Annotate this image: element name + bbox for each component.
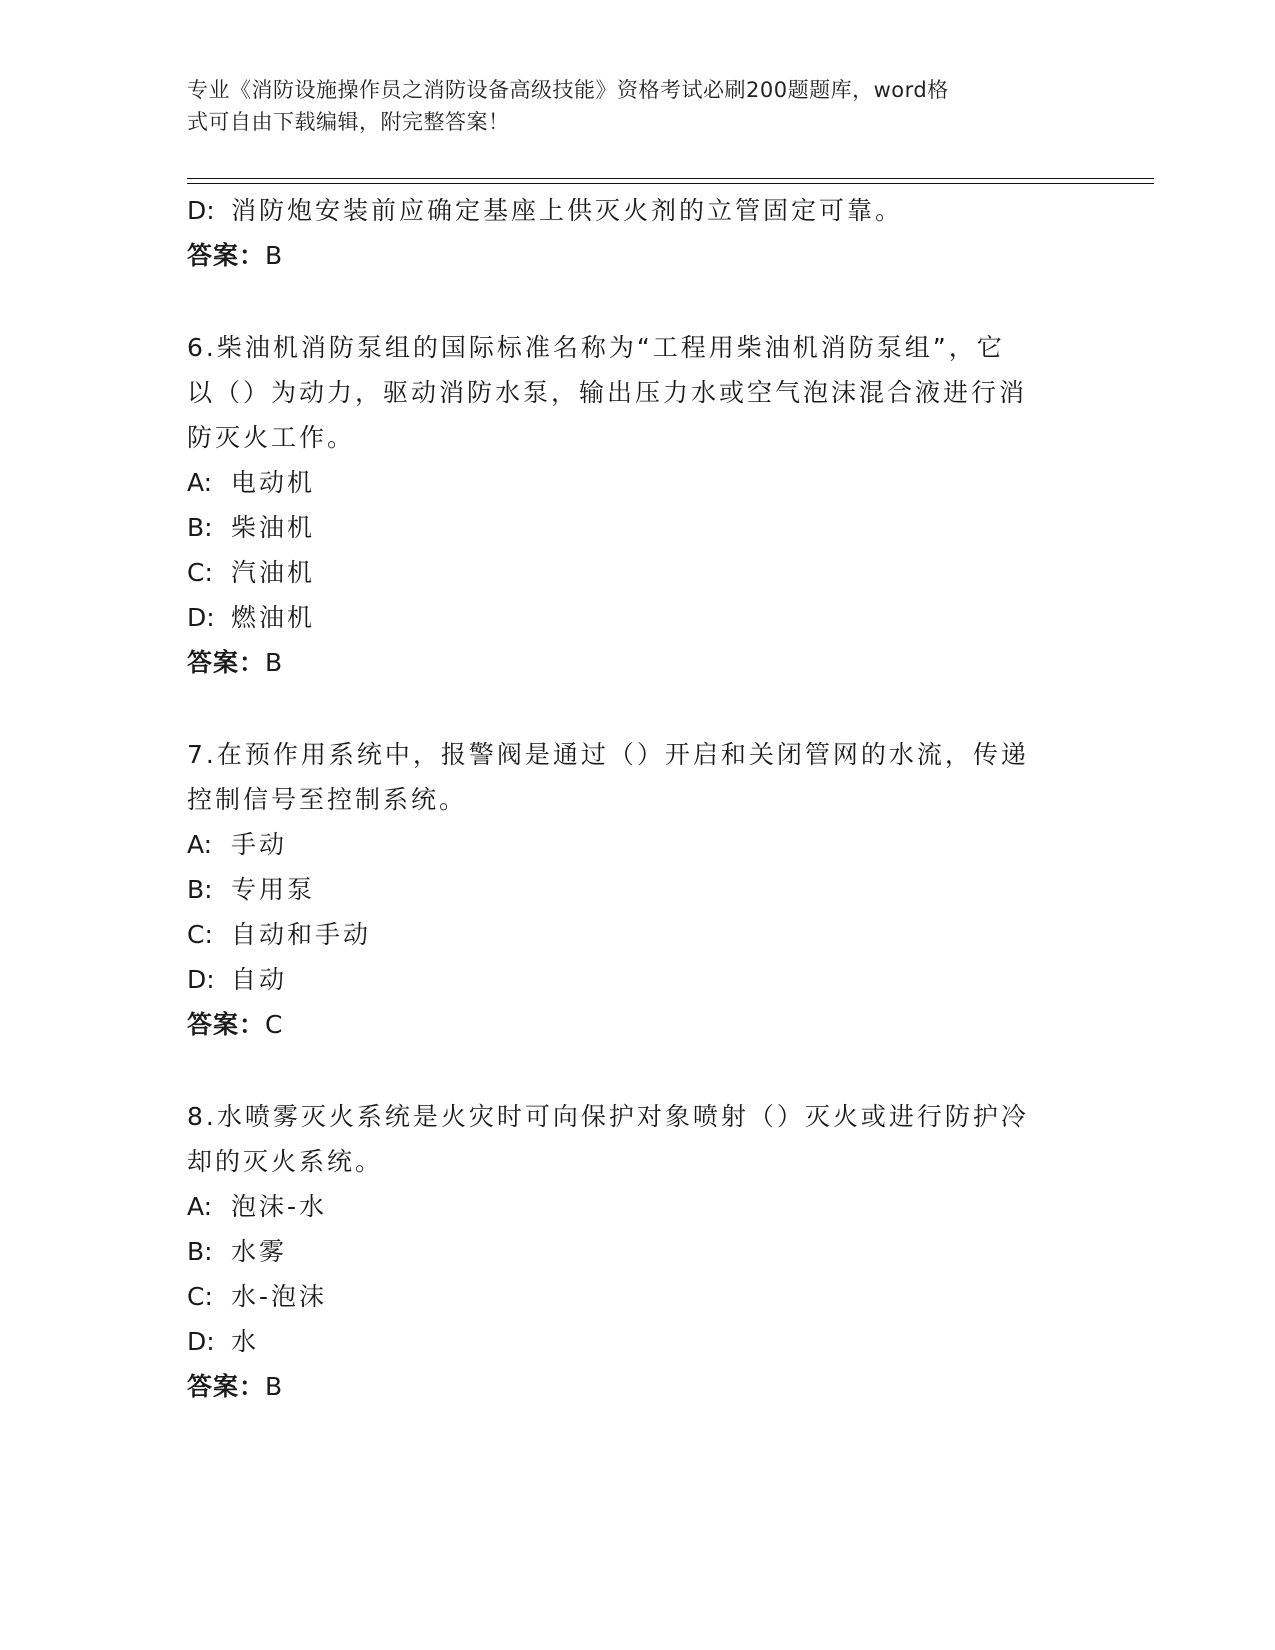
answer-value: B xyxy=(265,241,284,270)
question-stem xyxy=(187,1094,1067,1184)
option-text: 手动 xyxy=(231,830,288,859)
option-d xyxy=(187,1319,1067,1364)
answer-label: 答案： xyxy=(187,648,266,677)
option-label: C: xyxy=(187,558,213,587)
option-d xyxy=(187,957,1067,1002)
option-text: 自动 xyxy=(231,965,288,994)
option-text: 水-泡沫 xyxy=(231,1282,328,1311)
option-a xyxy=(187,822,1067,867)
option-b xyxy=(187,1229,1067,1274)
answer xyxy=(187,640,1067,685)
question-stem xyxy=(187,732,1067,822)
answer-value: C xyxy=(265,1010,284,1039)
answer-value: B xyxy=(265,1372,284,1401)
option-label: D: xyxy=(187,965,215,994)
option-d xyxy=(187,595,1067,640)
option-label: D: xyxy=(187,603,215,632)
option-a xyxy=(187,1184,1067,1229)
answer xyxy=(187,1364,1067,1409)
option-c xyxy=(187,912,1067,957)
header-line-1: 专业《消防设施操作员之消防设备高级技能》资格考试必刷200题题库，word格 xyxy=(187,78,949,102)
header-divider-bottom xyxy=(187,183,1154,184)
option-text: 汽油机 xyxy=(231,558,316,587)
option-text: 燃油机 xyxy=(231,603,316,632)
question-7 xyxy=(187,732,1067,1047)
stem-line: 控制信号至控制系统。 xyxy=(187,785,468,814)
header-divider-top xyxy=(187,178,1154,179)
option-label: D: xyxy=(187,1327,215,1356)
stem-line: 7.在预作用系统中，报警阀是通过（）开启和关闭管网的水流，传递 xyxy=(187,740,1029,769)
stem-line: 8.水喷雾灭火系统是火灾时可向保护对象喷射（）灭火或进行防护冷 xyxy=(187,1102,1029,1131)
stem-line: 以（）为动力，驱动消防水泵，输出压力水或空气泡沫混合液进行消 xyxy=(187,378,1028,407)
option-text: 消防炮安装前应确定基座上供灭火剂的立管固定可靠。 xyxy=(231,196,904,225)
question-8 xyxy=(187,1094,1067,1409)
document-header xyxy=(187,74,1067,138)
answer-value: B xyxy=(265,648,284,677)
question-6 xyxy=(187,325,1067,685)
option-c xyxy=(187,550,1067,595)
answer-label: 答案： xyxy=(187,1372,266,1401)
option-label: C: xyxy=(187,920,213,949)
option-label: B: xyxy=(187,513,213,542)
option-text: 专用泵 xyxy=(231,875,316,904)
option-label: A: xyxy=(187,468,213,497)
option-text: 自动和手动 xyxy=(231,920,372,949)
option-label: C: xyxy=(187,1282,213,1311)
option-text: 水 xyxy=(231,1327,260,1356)
question-content xyxy=(187,188,1067,1409)
option-b xyxy=(187,505,1067,550)
option-label: B: xyxy=(187,1237,213,1266)
option-label: A: xyxy=(187,830,213,859)
option-label: B: xyxy=(187,875,213,904)
prev-option-d xyxy=(187,188,1067,233)
question-stem xyxy=(187,325,1067,460)
option-text: 泡沫-水 xyxy=(231,1192,328,1221)
stem-line: 防灭火工作。 xyxy=(187,423,356,452)
option-a xyxy=(187,460,1067,505)
answer-label: 答案： xyxy=(187,1010,266,1039)
header-line-2: 式可自由下载编辑，附完整答案！ xyxy=(187,110,510,134)
answer-label: 答案： xyxy=(187,241,266,270)
answer xyxy=(187,1002,1067,1047)
option-text: 柴油机 xyxy=(231,513,316,542)
option-text: 水雾 xyxy=(231,1237,288,1266)
prev-answer xyxy=(187,233,1067,278)
option-label: A: xyxy=(187,1192,213,1221)
stem-line: 6.柴油机消防泵组的国际标准名称为“工程用柴油机消防泵组”，它 xyxy=(187,333,1005,362)
stem-line: 却的灭火系统。 xyxy=(187,1147,384,1176)
option-c xyxy=(187,1274,1067,1319)
option-text: 电动机 xyxy=(231,468,316,497)
option-label: D: xyxy=(187,196,215,225)
option-b xyxy=(187,867,1067,912)
